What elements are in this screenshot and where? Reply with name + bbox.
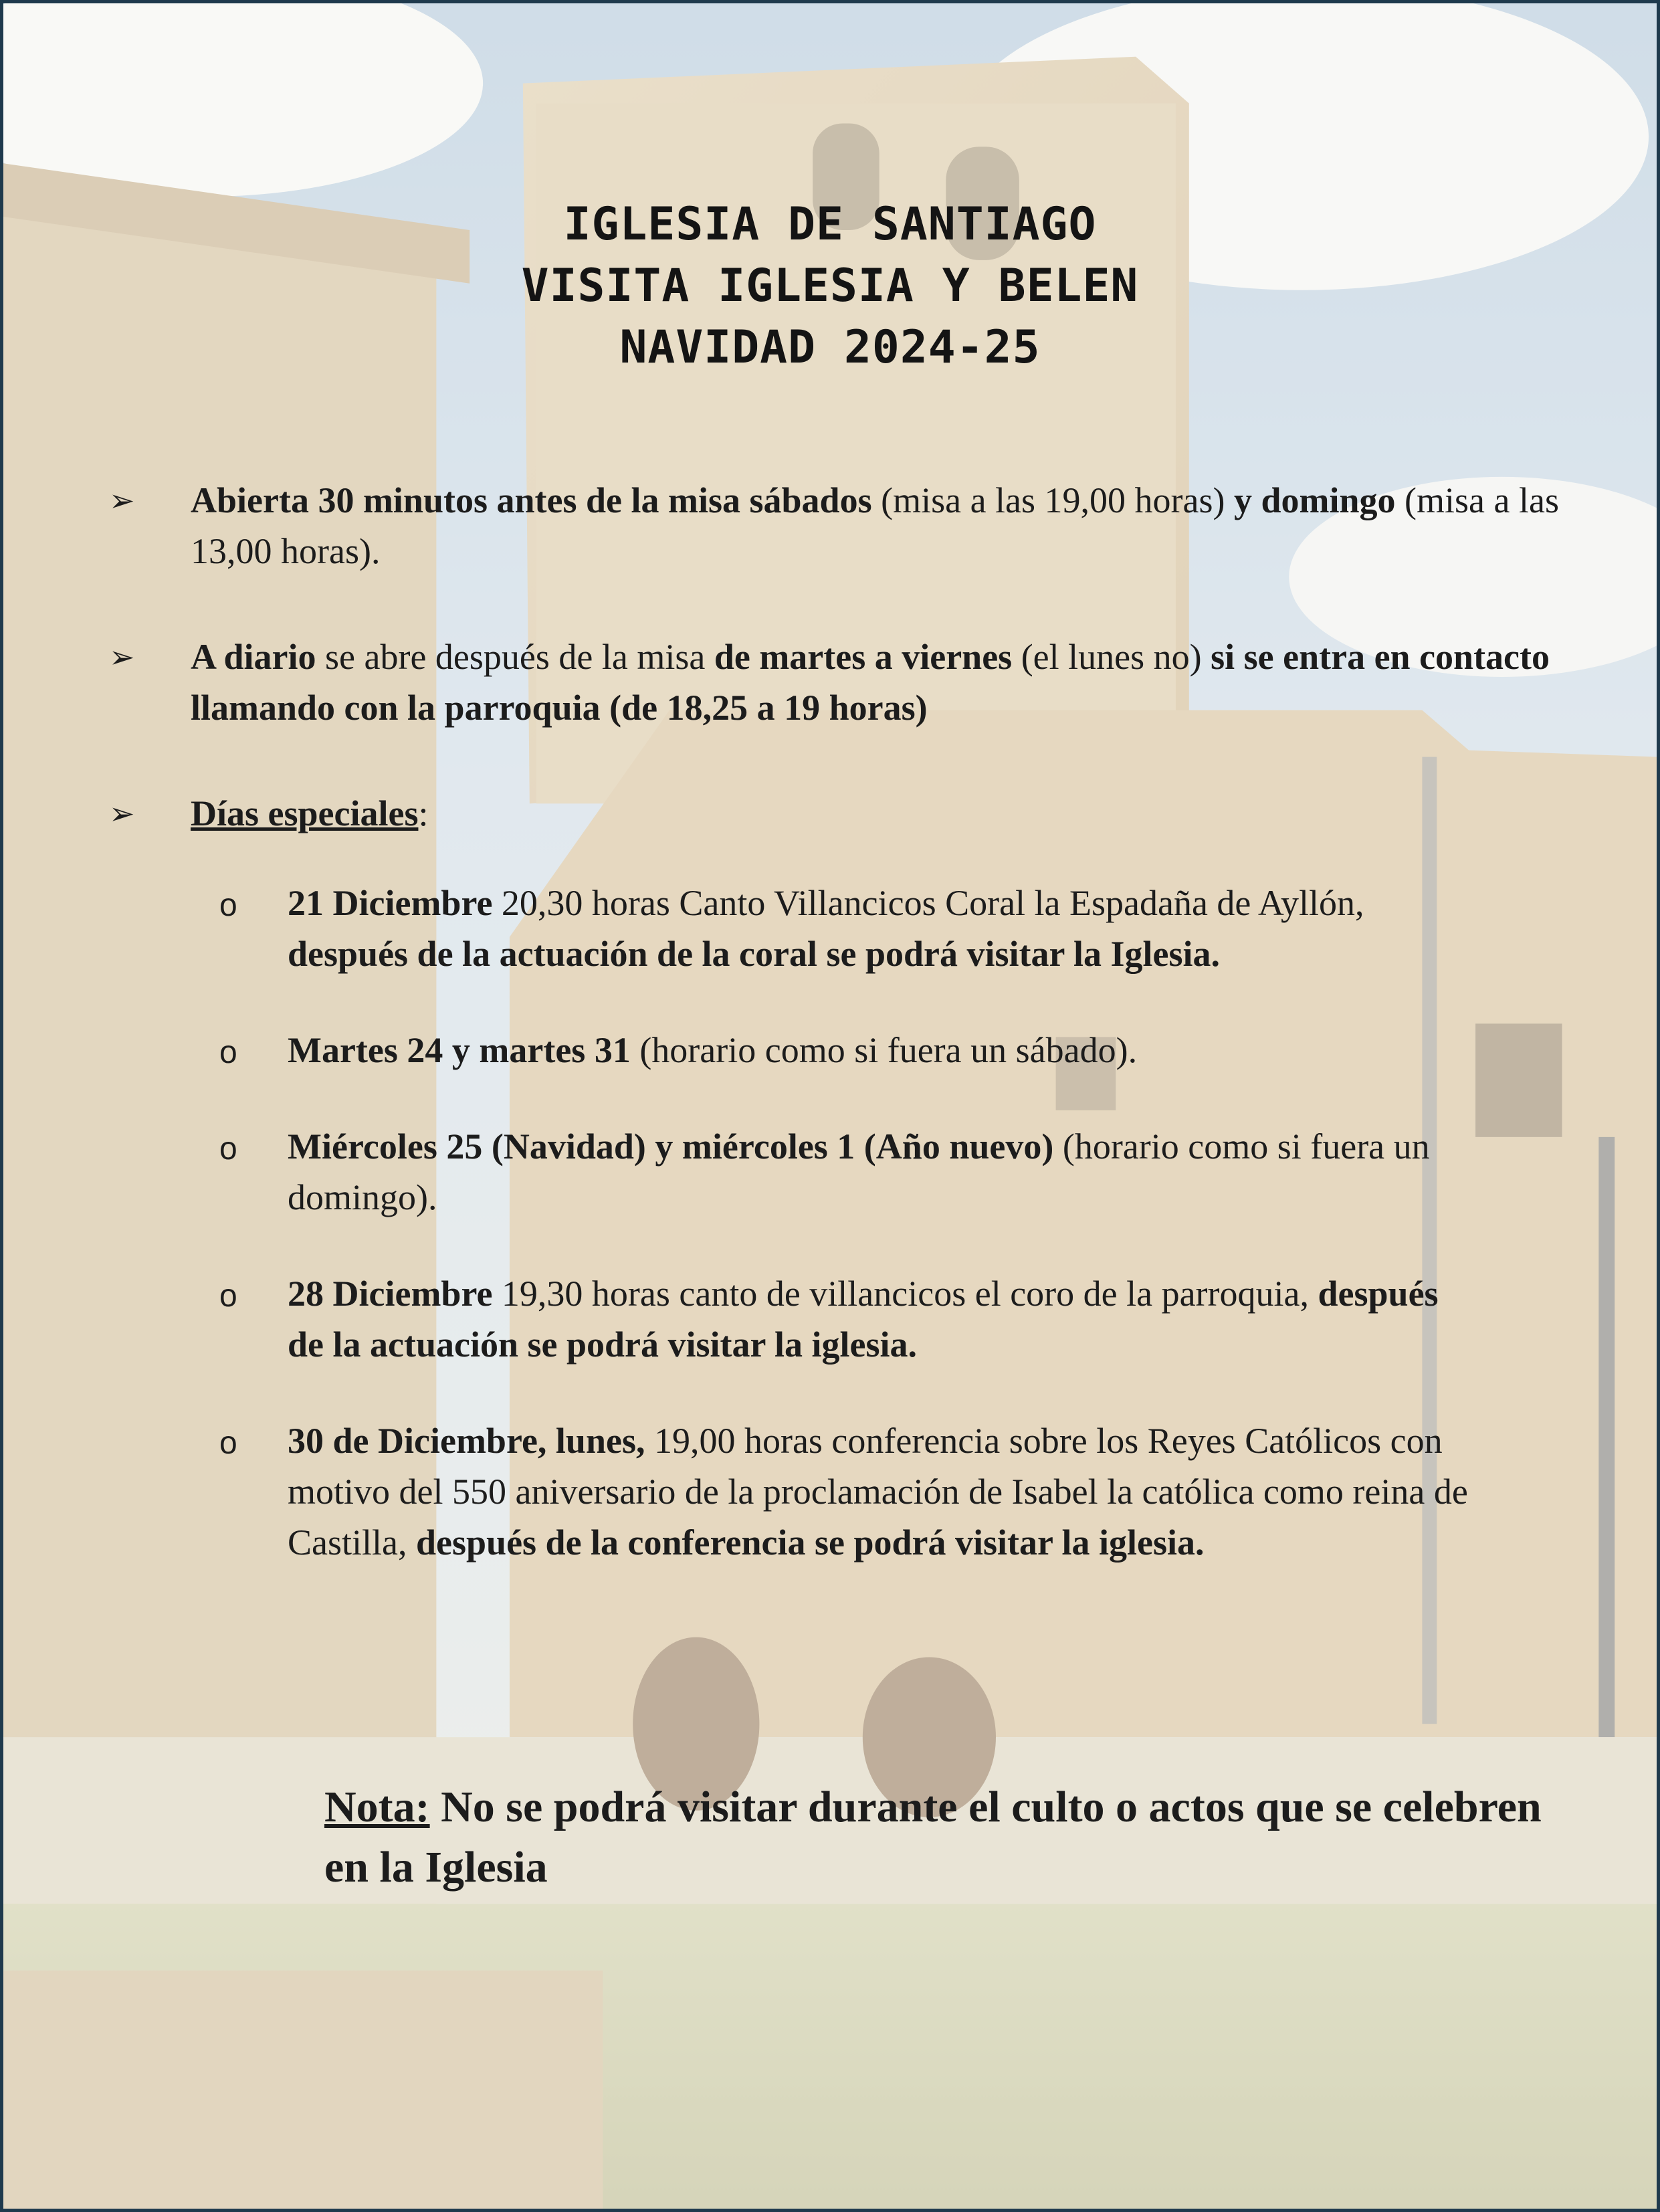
special-day-item <box>104 1268 1481 1370</box>
special-days-colon: : <box>418 793 429 833</box>
bullet-1-bold-2: y domingo <box>1233 480 1396 520</box>
bullet-1-bold-1: Abierta 30 minutos antes de la misa sábados <box>191 480 872 520</box>
bullet-1-text-2: (misa a las 13,00 horas). <box>191 480 1559 571</box>
bullet-2-bold-2: de martes a viernes <box>714 637 1013 677</box>
special-day-item <box>104 1121 1481 1223</box>
circle-bullet-icon: o <box>219 1131 237 1167</box>
bullet-item-opening-hours <box>104 475 1575 577</box>
bullet-2-bold-3: si se entra en contacto llamando con la parroquia (de 18,25 a 19 horas) <box>191 637 1550 728</box>
arrowhead-bullet-icon: ➢ <box>109 795 135 831</box>
bullet-1-text-1: (misa a las 19,00 horas) <box>871 480 1234 520</box>
note-text: No se podrá visitar durante el culto o actos que se celebren en la Iglesia <box>324 1783 1542 1892</box>
special-day-1-bold-1: 21 Diciembre <box>288 883 493 923</box>
special-day-4-bold-2: después de la actuación se podrá visitar la iglesia. <box>288 1274 1439 1365</box>
special-days-heading: Días especiales <box>191 793 419 833</box>
bullet-2-text-2: (el lunes no) <box>1012 637 1211 677</box>
special-day-item <box>104 878 1481 979</box>
special-day-1-bold-2: después de la actuación de la coral se podrá visitar la Iglesia. <box>288 934 1221 974</box>
special-day-1-text: 20,30 horas Canto Villancicos Coral la Espadaña de Ayllón, <box>492 883 1364 923</box>
special-day-4-bold-1: 28 Diciembre <box>288 1274 493 1314</box>
note-block <box>324 1777 1542 1898</box>
bullet-2-bold-1: A diario <box>191 637 316 677</box>
special-day-2-text: (horario como si fuera un sábado). <box>630 1030 1138 1070</box>
title-line-3: NAVIDAD 2024-25 <box>619 321 1041 374</box>
arrowhead-bullet-icon: ➢ <box>109 639 135 675</box>
page-title <box>3 194 1657 379</box>
circle-bullet-icon: o <box>219 888 237 923</box>
special-day-3-bold-1: Miércoles 25 (Navidad) y miércoles 1 (Año nuevo) <box>288 1126 1054 1167</box>
arrowhead-bullet-icon: ➢ <box>109 482 135 518</box>
bullet-item-daily <box>104 631 1575 733</box>
special-day-item <box>104 1025 1481 1076</box>
special-day-5-text: 19,00 horas conferencia sobre los Reyes Católicos con motivo del 550 aniversario de la proclamación de Isabel la católica como reina de Castilla, <box>288 1421 1468 1563</box>
special-day-4-text: 19,30 horas canto de villancicos el coro de la parroquia, <box>492 1274 1318 1314</box>
special-day-2-bold-1: Martes 24 y martes 31 <box>288 1030 631 1070</box>
title-line-1: IGLESIA DE SANTIAGO <box>563 198 1097 251</box>
title-line-2: VISITA IGLESIA Y BELEN <box>521 260 1139 312</box>
bullet-item-special-days <box>104 788 1575 839</box>
circle-bullet-icon: o <box>219 1035 237 1070</box>
special-day-5-bold-2: después de la conferencia se podrá visitar la iglesia. <box>415 1522 1205 1563</box>
special-day-5-bold-1: 30 de Diciembre, lunes, <box>288 1421 645 1461</box>
circle-bullet-icon: o <box>219 1425 237 1461</box>
content-body <box>104 475 1575 1613</box>
special-day-item <box>104 1415 1481 1568</box>
bullet-2-text-1: se abre después de la misa <box>316 637 714 677</box>
special-day-3-text: (horario como si fuera un domingo). <box>288 1126 1430 1217</box>
circle-bullet-icon: o <box>219 1278 237 1314</box>
note-label: Nota: <box>324 1783 430 1831</box>
